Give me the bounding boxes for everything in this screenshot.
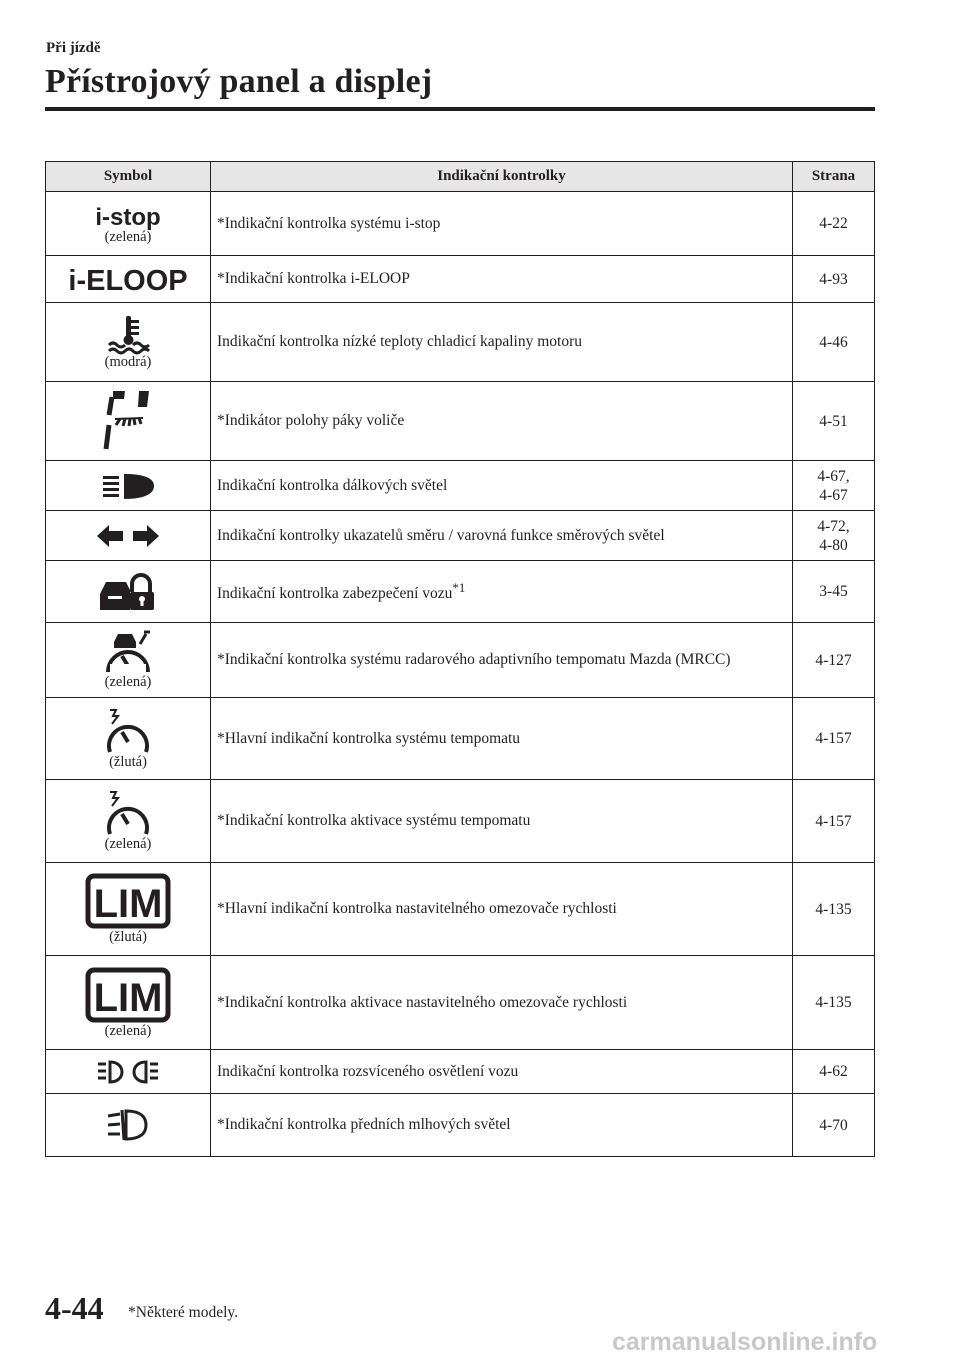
page-reference-line: 4-80 (819, 536, 848, 554)
indicator-description-text: Indikační kontrolka zabezpečení vozu (217, 585, 453, 603)
page-reference: 4-135 (793, 863, 875, 956)
table-row (46, 511, 875, 561)
column-header-page: Strana (793, 162, 875, 192)
shift-position-icon (103, 389, 153, 453)
table-row (46, 1094, 875, 1157)
indicator-description: Indikační kontrolka dálkových světel (211, 461, 793, 511)
table-row (46, 382, 875, 461)
page-reference (793, 461, 875, 511)
cruise-main-icon (104, 708, 152, 754)
color-note: (žlutá) (109, 929, 147, 945)
lim-active-icon (85, 967, 171, 1023)
page-reference-line: 4-72, (817, 517, 850, 535)
indicator-table (45, 161, 875, 1157)
page-reference: 4-22 (793, 192, 875, 256)
color-note: (zelená) (104, 228, 152, 245)
parking-lights-icon (96, 1059, 160, 1085)
svg-text:LIM: LIM (93, 975, 163, 1020)
turn-signal-icon (95, 523, 161, 549)
footnote: *Některé modely. (128, 1304, 239, 1321)
security-icon (96, 572, 160, 612)
page-reference: 4-62 (793, 1050, 875, 1094)
symbol-cell (46, 382, 211, 461)
page-reference: 4-157 (793, 698, 875, 780)
symbol-cell (46, 303, 211, 382)
indicator-description: Indikační kontrolky ukazatelů směru / varovná funkce směrových světel (211, 511, 793, 561)
symbol-cell (46, 256, 211, 303)
color-note: (žlutá) (109, 753, 147, 770)
table-row (46, 863, 875, 956)
page-reference: 4-51 (793, 382, 875, 461)
symbol-cell (46, 1050, 211, 1094)
i-stop-icon (95, 203, 161, 231)
page-reference (793, 511, 875, 561)
page-reference: 4-93 (793, 256, 875, 303)
page-reference: 4-46 (793, 303, 875, 382)
lim-main-icon (85, 873, 171, 929)
symbol-cell (46, 698, 211, 780)
symbol-cell (46, 192, 211, 256)
page-number: 4-44 (45, 1290, 104, 1326)
column-header-indicators: Indikační kontrolky (211, 162, 793, 192)
page-reference-line: 4-67 (819, 486, 848, 504)
svg-text:i-ELOOP: i-ELOOP (68, 265, 188, 297)
symbol-cell (46, 461, 211, 511)
svg-text:LIM: LIM (93, 882, 163, 926)
indicator-description: *Indikátor polohy páky voliče (211, 382, 793, 461)
indicator-description: *Indikační kontrolka předních mlhových světel (211, 1094, 793, 1157)
symbol-cell (46, 623, 211, 698)
i-eloop-icon (68, 262, 188, 297)
symbol-cell (46, 863, 211, 956)
color-note: (zelená) (104, 836, 152, 852)
symbol-cell (46, 1094, 211, 1157)
watermark: carmanualsonline.info (612, 1328, 878, 1356)
coolant-temperature-icon (105, 314, 151, 354)
page-title: Přístrojový panel a displej (45, 63, 433, 100)
page-reference: 4-70 (793, 1094, 875, 1157)
column-header-symbol: Symbol (46, 162, 211, 192)
table-row (46, 780, 875, 863)
indicator-description: Indikační kontrolka rozsvíceného osvětlení vozu (211, 1050, 793, 1094)
cruise-set-icon (104, 790, 152, 836)
page-reference: 4-127 (793, 623, 875, 698)
table-row (46, 303, 875, 382)
table-row (46, 461, 875, 511)
footnote-ref: *1 (452, 580, 466, 596)
high-beam-icon (98, 472, 158, 500)
indicator-description: *Hlavní indikační kontrolka systému tempomatu (211, 698, 793, 780)
indicator-description: *Indikační kontrolka aktivace systému tempomatu (211, 780, 793, 863)
symbol-cell (46, 780, 211, 863)
page-reference-line: 4-67, (817, 467, 850, 485)
page-reference: 4-157 (793, 780, 875, 863)
table-row (46, 256, 875, 303)
title-rule (45, 107, 875, 111)
table-row (46, 561, 875, 623)
radar-cruise-icon (100, 630, 156, 674)
table-row (46, 1050, 875, 1094)
front-fog-icon (106, 1108, 150, 1142)
color-note: (zelená) (104, 1022, 152, 1039)
table-row (46, 192, 875, 256)
indicator-description: *Indikační kontrolka systému radarového adaptivního tempomatu Mazda (MRCC) (211, 623, 793, 698)
indicator-description: *Indikační kontrolka i-ELOOP (211, 256, 793, 303)
color-note: (modrá) (104, 354, 152, 370)
table-row (46, 698, 875, 780)
indicator-description: Indikační kontrolka nízké teploty chladicí kapaliny motoru (211, 303, 793, 382)
color-note: (zelená) (104, 674, 152, 690)
page-reference: 3-45 (793, 561, 875, 623)
section-label: Při jízdě (46, 40, 101, 56)
indicator-description: *Indikační kontrolka aktivace nastavitelného omezovače rychlosti (211, 956, 793, 1050)
page-reference: 4-135 (793, 956, 875, 1050)
symbol-cell (46, 956, 211, 1050)
symbol-cell (46, 561, 211, 623)
indicator-description (211, 561, 793, 623)
indicator-description: *Indikační kontrolka systému i-stop (211, 192, 793, 256)
symbol-cell (46, 511, 211, 561)
indicator-description: *Hlavní indikační kontrolka nastavitelného omezovače rychlosti (211, 863, 793, 956)
table-row (46, 956, 875, 1050)
svg-text:i-stop: i-stop (95, 203, 161, 231)
table-header-row (46, 162, 875, 192)
table-row (46, 623, 875, 698)
